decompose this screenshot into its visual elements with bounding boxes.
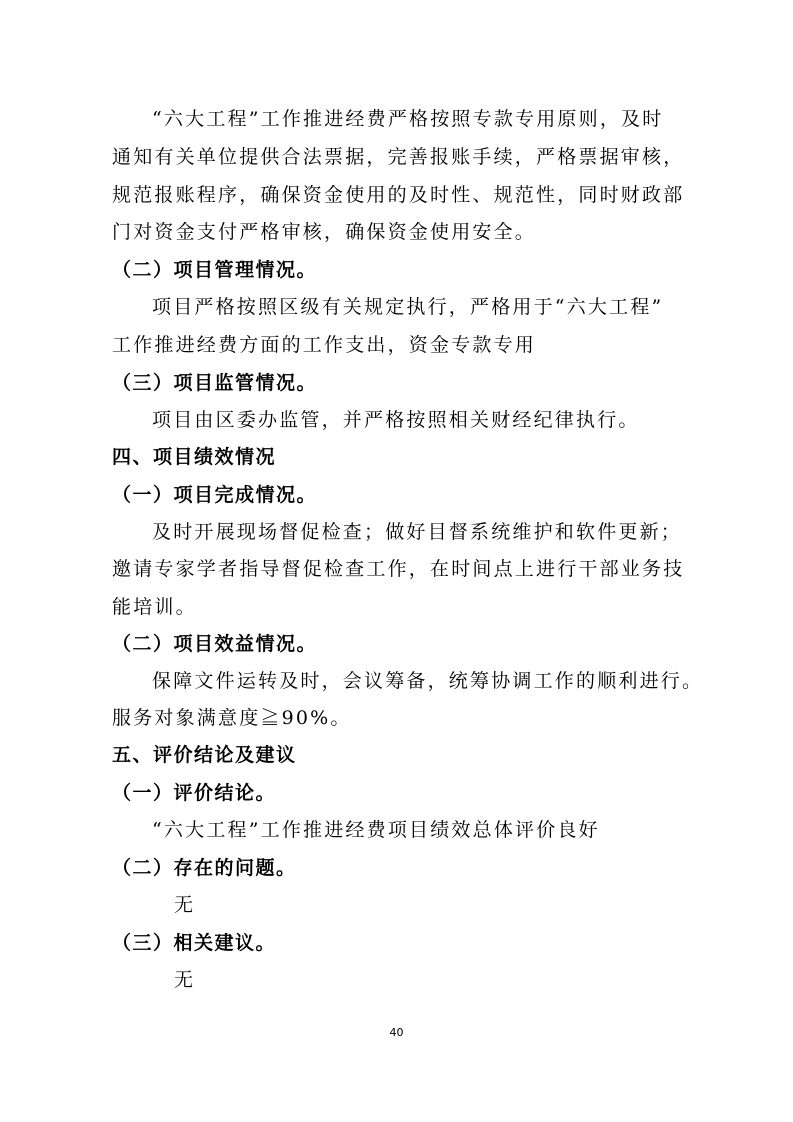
paragraph-line: 及时开展现场督促检查；做好目督系统维护和软件更新；: [152, 521, 683, 543]
section-heading: （二）项目效益情况。: [112, 633, 318, 655]
paragraph-line: 无: [174, 894, 196, 916]
paragraph-line: 门对资金支付严格审核，确保资金使用安全。: [112, 221, 537, 243]
paragraph-line: “六大工程”工作推进经费严格按照专款专用原则，及时: [152, 108, 664, 130]
section-heading: （一）项目完成情况。: [112, 484, 318, 506]
paragraph-line: 项目由区委办监管，并严格按照相关财经纪律执行。: [152, 409, 640, 431]
paragraph-line: 服务对象满意度≧90%。: [112, 707, 352, 729]
chapter-heading: 四、项目绩效情况: [112, 446, 277, 468]
chapter-heading: 五、评价结论及建议: [112, 744, 297, 766]
section-heading: （三）相关建议。: [112, 932, 277, 954]
paragraph-line: 规范报账程序，确保资金使用的及时性、规范性，同时财政部: [112, 184, 685, 206]
paragraph-line: 能培训。: [112, 596, 197, 618]
paragraph-line: “六大工程”工作推进经费项目绩效总体评价良好: [152, 819, 600, 841]
paragraph-line: 项目严格按照区级有关规定执行，严格用于“六大工程”: [152, 296, 664, 318]
section-heading: （二）存在的问题。: [112, 857, 297, 879]
paragraph-line: 通知有关单位提供合法票据，完善报账手续，严格票据审核，: [112, 146, 685, 168]
paragraph-line: 无: [174, 969, 196, 991]
paragraph-line: 工作推进经费方面的工作支出，资金专款专用: [112, 334, 537, 356]
section-heading: （三）项目监管情况。: [112, 372, 318, 394]
section-heading: （一）评价结论。: [112, 782, 277, 804]
section-heading: （二）项目管理情况。: [112, 259, 318, 281]
page-number: 40: [389, 1026, 404, 1039]
paragraph-line: 邀请专家学者指导督促检查工作，在时间点上进行干部业务技: [112, 558, 685, 580]
paragraph-line: 保障文件运转及时，会议筹备，统筹协调工作的顺利进行。: [152, 670, 704, 692]
